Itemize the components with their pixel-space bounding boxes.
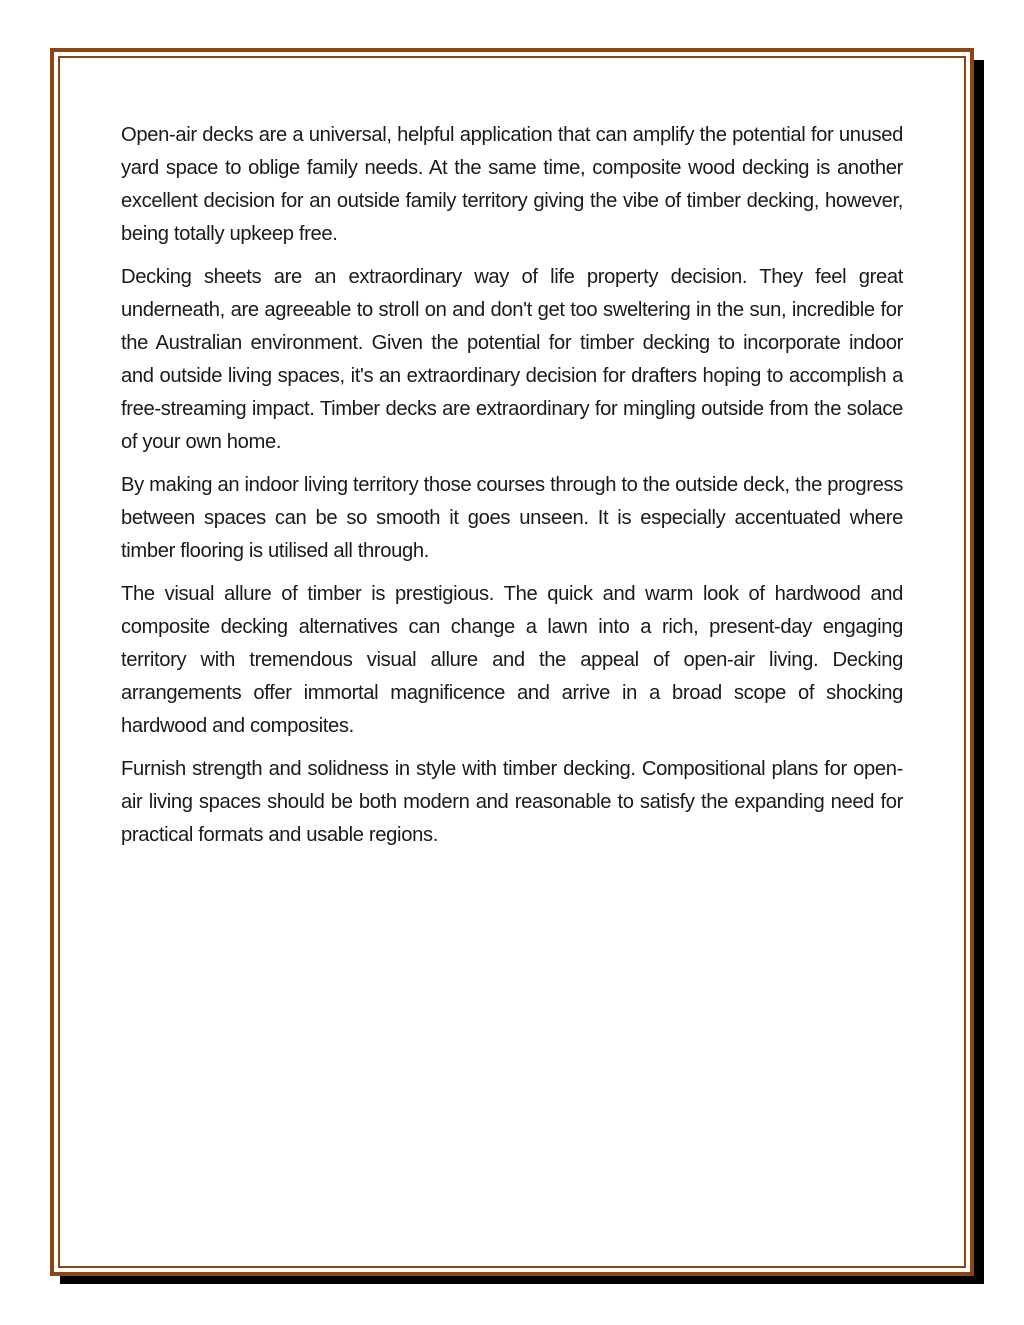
- paragraph-1: Open-air decks are a universal, helpful application that can amplify the potential for unused yard space to oblige family needs. At the same time, composite wood decking is another excellent decision for an outside family territory giving the vibe of timber decking, however, being totally upkeep free.: [121, 124, 903, 245]
- document-body: [121, 119, 903, 862]
- paragraph-3: By making an indoor living territory those courses through to the outside deck, the progress between spaces can be so smooth it goes unseen. It is especially accentuated where timber flooring is utilised all through.: [121, 474, 903, 562]
- paragraph-4: The visual allure of timber is prestigious. The quick and warm look of hardwood and composite decking alternatives can change a lawn into a rich, present-day engaging territory with tremendous visual allure and the appeal of open-air living. Decking arrangements offer immortal magnificence and arrive in a broad scope of shocking hardwood and composites.: [121, 583, 903, 737]
- paragraph-5: Furnish strength and solidness in style with timber decking. Compositional plans for open-air living spaces should be both modern and reasonable to satisfy the expanding need for practical formats and usable regions.: [121, 758, 903, 846]
- paragraph-2: Decking sheets are an extraordinary way of life property decision. They feel great underneath, are agreeable to stroll on and don't get too sweltering in the sun, incredible for the Australian environment. Given the potential for timber decking to incorporate indoor and outside living spaces, it's an extraordinary decision for drafters hoping to accomplish a free-streaming impact. Timber decks are extraordinary for mingling outside from the solace of your own home.: [121, 266, 903, 453]
